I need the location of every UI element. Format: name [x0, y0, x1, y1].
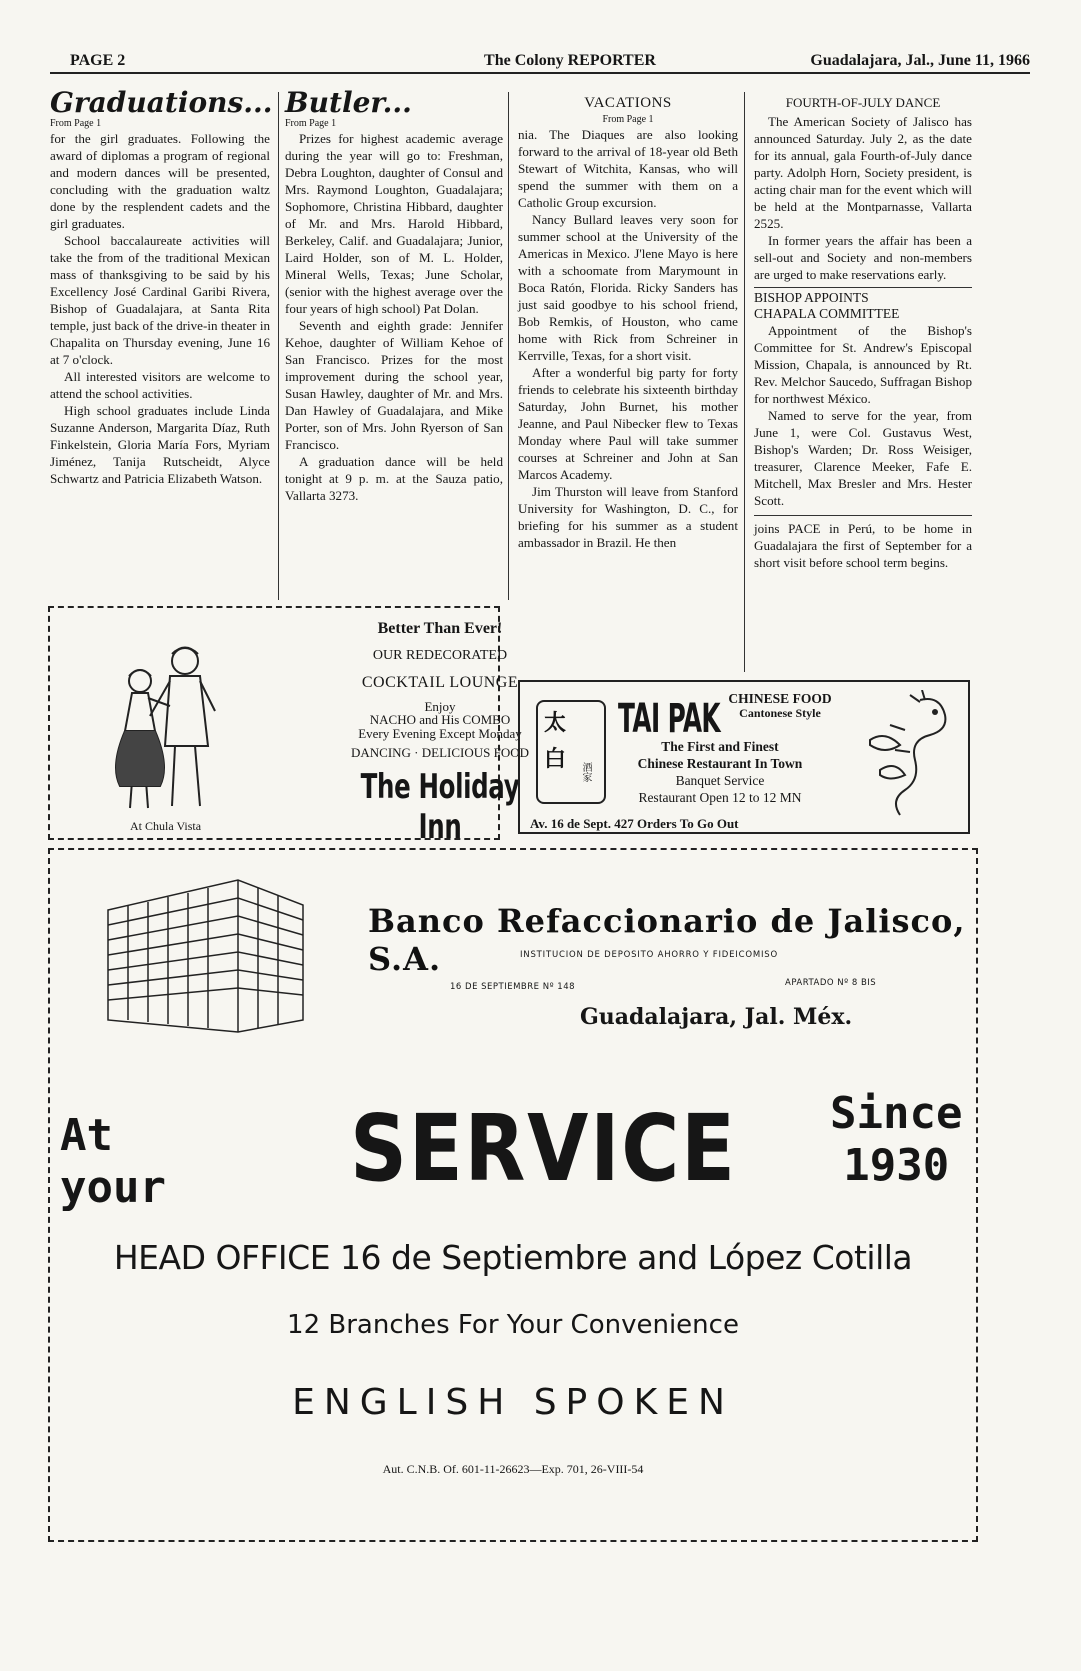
article-headline: Butler...: [285, 86, 412, 119]
ad-line: The First and Finest: [661, 739, 779, 754]
article-graduations: [50, 86, 273, 487]
ad-line: Better Than Ever!: [377, 620, 503, 637]
ad-line: 1930: [843, 1140, 950, 1191]
branches-line: 12 Branches For Your Convenience: [287, 1310, 739, 1340]
ad-line: Banquet Service: [675, 773, 765, 788]
ad-line: OUR REDECORATED: [372, 648, 508, 663]
ad-line: Since: [830, 1088, 963, 1139]
head-office: HEAD OFFICE 16 de Septiembre and López Cotilla: [113, 1238, 913, 1277]
ad-line: Chinese Restaurant In Town: [637, 756, 803, 771]
paragraph: School baccalaureate activities will take the from of the traditional Mexican mass of thanksgiving to be said by his Excellency José Cardinal Garibi Rivera, Bishop of Guadalajara, at Santa Rita temple, just back of the drive-in theater in Chapalita on Thursday evening, June 16 at 7 o'clock.: [50, 233, 270, 367]
english-spoken: ENGLISH SPOKEN: [292, 1382, 734, 1423]
tai-pak-brand: TAI PAK: [618, 696, 721, 742]
ad-line: Cantonese Style: [739, 706, 821, 720]
service-headline: SERVICE: [350, 1095, 737, 1202]
authorization-line: Aut. C.N.B. Of. 601-11-26623—Exp. 701, 26-VIII-54: [382, 1462, 644, 1476]
page-number: PAGE 2: [70, 52, 126, 69]
continued-from: From Page 1: [50, 118, 102, 129]
tai-pak-seal: [536, 700, 606, 804]
holiday-inn-ad: [48, 606, 530, 847]
paragraph: The American Society of Jalisco has announced Saturday. July 2, as the date for its annual, gala Fourth-of-July dance party. Adolph Horn, Society president, is acting chair man for the event which will be held at the Montparnasse, Vallarta 2525.: [754, 114, 972, 231]
dragon-illustration: [850, 690, 960, 820]
continued-from: From Page 1: [285, 118, 337, 129]
headline-line: CHAPALA COMMITTEE: [754, 306, 900, 321]
article-headline: VACATIONS: [584, 95, 672, 111]
bank-name: Banco Refaccionario de Jalisco, S.A.: [368, 902, 966, 978]
paragraph: Jim Thurston will leave from Stanford University for Washington, D. C., for briefing for his summer as a student ambassador in Brazil. He then: [518, 484, 738, 550]
article-butler: [285, 88, 503, 504]
holiday-inn-name: The Holiday Inn: [360, 767, 520, 847]
article-fourth-of-july: [754, 94, 972, 571]
dancing-couple-illustration: [90, 636, 240, 816]
paragraph: joins PACE in Perú, to be home in Guadalajara the first of September for a short visit before school term begins.: [754, 521, 972, 570]
ad-line: Every Evening Except Monday: [358, 726, 522, 741]
ad-line: DANCING · DELICIOUS FOOD: [350, 745, 530, 760]
column-rule: [278, 92, 279, 600]
ad-line: Enjoy: [424, 699, 456, 714]
bank-building-illustration: [98, 870, 313, 1035]
holiday-inn-location: At Chula Vista: [130, 819, 202, 833]
seal-char: 太: [544, 711, 567, 736]
column-rule: [744, 92, 745, 672]
article-headline: FOURTH-OF-JULY DANCE: [785, 95, 941, 110]
dateline: Guadalajara, Jal., June 11, 1966: [810, 52, 1030, 69]
paragraph: High school graduates include Linda Suzanne Anderson, Margarita Díaz, Ruth Finkelstein, Gloria María Fors, Myriam Jiménez, Tanija Rutscheidt, Alyce Schwartz and Patricia Elizabeth Watson.: [50, 403, 270, 486]
bank-apartado: APARTADO Nº 8 BIS: [785, 978, 877, 988]
ad-line: At: [60, 1110, 113, 1161]
bank-institution: INSTITUCION DE DEPOSITO AHORRO Y FIDEICOMISO: [520, 950, 778, 960]
headline-line: BISHOP APPOINTS: [754, 290, 869, 305]
article-headline-bishop: [754, 287, 972, 322]
ad-line: your: [60, 1162, 166, 1213]
seal-char: 白: [544, 747, 567, 772]
paragraph: for the girl graduates. Following the award of diplomas a program of regional and modern dances will be presented, concluding with the graduation waltz done by the resplendent cadets and the girl graduates.: [50, 131, 270, 231]
paragraph: A graduation dance will be held tonight at 9 p. m. at the Sauza patio, Vallarta 3273.: [285, 454, 503, 503]
tai-pak-footer: Av. 16 de Sept. 427 Orders To Go Out: [530, 816, 739, 831]
bank-ad: [48, 848, 978, 1542]
newspaper-name: The Colony REPORTER: [484, 52, 656, 69]
paragraph: nia. The Diaques are also looking forward to the arrival of 18-year old Beth Stewart of Witchita, Kansas, who will spend the summer with them on a Catholic Group excursion.: [518, 127, 738, 210]
ad-line: COCKTAIL LOUNGE: [361, 674, 519, 691]
ad-line: NACHO and His COMBO: [369, 712, 511, 727]
paragraph: Appointment of the Bishop's Committee for St. Andrew's Episcopal Mission, Chapala, is announced by Rt. Rev. Melchor Saucedo, Suffragan Bishop for northwest México.: [754, 323, 972, 406]
paragraph: Named to serve for the year, from June 1, were Col. Gustavus West, Bishop's Warden; Dr. Ross Weisiger, treasurer, Clarence Meeker, Fafe E. Mitchell, Max Bresler and Mrs. Hester Scott.: [754, 408, 972, 508]
article-continuation: [754, 515, 972, 571]
seal-small: 酒家: [580, 762, 591, 782]
ad-line: CHINESE FOOD: [728, 691, 832, 706]
tai-pak-text: [610, 738, 830, 806]
continued-from: From Page 1: [602, 114, 654, 125]
bank-address: 16 DE SEPTIEMBRE Nº 148: [450, 982, 576, 992]
bank-city: Guadalajara, Jal. Méx.: [580, 1004, 853, 1030]
article-vacations: [518, 95, 738, 551]
article-headline: Graduations...: [50, 86, 273, 119]
at-your-text: [60, 1110, 166, 1214]
ad-line: Restaurant Open 12 to 12 MN: [638, 790, 802, 805]
masthead: [50, 50, 1030, 74]
column-rule: [508, 92, 509, 600]
paragraph: After a wonderful big party for forty friends to celebrate his sixteenth birthday Saturday, John Burnet, his mother Jeanne, and Paul Nibecker flew to Texas Monday where Paul will take summer courses at Schreiner and John at San Marcos Academy.: [518, 365, 738, 482]
paragraph: In former years the affair has been a sell-out and Society and non-members are urged to make reservations early.: [754, 233, 972, 282]
tai-pak-ad: [518, 680, 970, 834]
paragraph: Seventh and eighth grade: Jennifer Kehoe, daughter of William Kehoe of San Francisco. Prizes for the most improvement during the school year, Susan Hawley, daughter of Mr. and Mrs. Dan Hawley of Guadalajara, and Mike Porter, son of Mrs. John Ryerson of San Francisco.: [285, 318, 503, 452]
paragraph: Nancy Bullard leaves very soon for summer school at the University of the Americas in Mexico. J'lene Mayo is here with a schoomate from Marymount in Boca Ratón, Florida. Ricky Sanders has just said goodbye to his school friend, Bob Remkis, of Houston, who came home with Rick from Schreiner in Kerrville, Texas, for a short visit.: [518, 212, 738, 363]
tai-pak-subtitle: [715, 692, 845, 720]
since-year: [830, 1088, 962, 1192]
paragraph: All interested visitors are welcome to attend the school activities.: [50, 369, 270, 401]
paragraph: Prizes for highest academic average during the year will go to: Freshman, Debra Loughton, daughter of Consul and Mrs. Raymond Loughton, Guadalajara; Sophomore, Christina Hibbard, daughter of Mr. and Mrs. Harold Hibbard, Berkeley, Calif. and Guadalajara; Junior, Laird Holder, son of M. L. Holder, Mineral Wells, Texas; June Scholar, (senior with the highest average over the four years of high school) Pat Dolan.: [285, 131, 503, 316]
